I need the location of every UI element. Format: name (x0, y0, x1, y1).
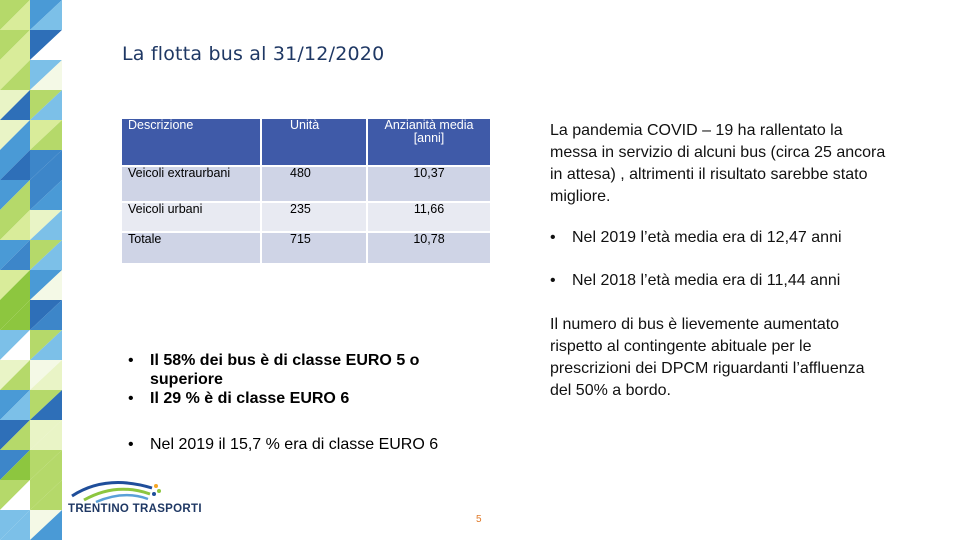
bullet-symbol: • (128, 352, 134, 369)
fleet-table (120, 117, 492, 265)
cell-age: 10,78 (368, 233, 490, 263)
cell-age: 11,66 (368, 203, 490, 231)
euro6-2019-text: Nel 2019 il 15,7 % era di classe EURO 6 (150, 436, 439, 453)
list-item (128, 351, 468, 389)
cell-units: 480 (262, 167, 366, 201)
list-item (128, 435, 528, 454)
age-2018-text: Nel 2018 l’età media era di 11,44 anni (572, 272, 841, 289)
bullet-symbol: • (128, 390, 134, 407)
page-number: 5 (476, 514, 482, 525)
cell-units: 235 (262, 203, 366, 231)
age-2019-text: Nel 2019 l’età media era di 12,47 anni (572, 229, 842, 246)
decorative-triangle-pattern (0, 0, 62, 540)
euro6-2019-list (128, 435, 528, 454)
header-unita: Unità (262, 119, 366, 165)
fleet-increase-paragraph: Il numero di bus è lievemente aumentato rispetto al contingente abituale per le prescrizioni dei DPCM riguardanti l’affluenza del 50% a bordo. (550, 316, 865, 399)
cell-units: 715 (262, 233, 366, 263)
bullet-symbol: • (550, 229, 556, 246)
euro5-text: Il 58% dei bus è di classe EURO 5 o superiore (150, 352, 420, 388)
header-descrizione: Descrizione (122, 119, 260, 165)
cell-age: 10,37 (368, 167, 490, 201)
cell-descr: Totale (122, 233, 260, 263)
table-header-row (122, 119, 490, 165)
bullet-symbol: • (550, 272, 556, 289)
covid-paragraph: La pandemia COVID – 19 ha rallentato la messa in servizio di alcuni bus (circa 25 ancora in attesa) , altrimenti il risultato sarebbe stato migliore. (550, 122, 886, 205)
table-row (122, 233, 490, 263)
bullet-symbol: • (128, 436, 134, 453)
euro6-text: Il 29 % è di classe EURO 6 (150, 390, 350, 407)
table-row (122, 203, 490, 231)
cell-descr: Veicoli extraurbani (122, 167, 260, 201)
cell-descr: Veicoli urbani (122, 203, 260, 231)
list-item (128, 389, 468, 408)
age-2018-bullet (550, 272, 840, 290)
table-row (122, 167, 490, 201)
euro-class-list (128, 351, 468, 408)
header-anzianita: Anzianità media [anni] (368, 119, 490, 165)
page-title: La flotta bus al 31/12/2020 (122, 43, 385, 65)
age-2019-bullet (550, 229, 842, 247)
logo-wordmark: TRENTINO TRASPORTI (68, 503, 202, 515)
